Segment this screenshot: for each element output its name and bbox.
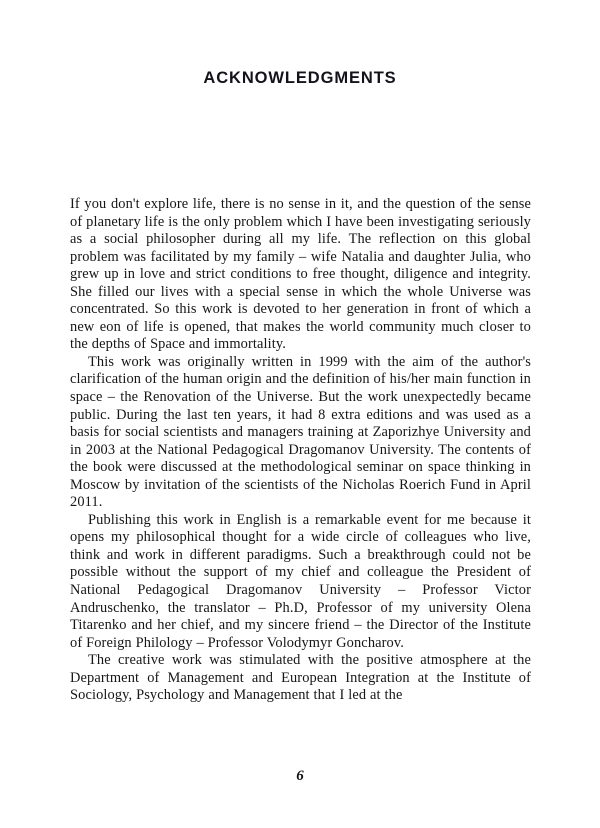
paragraph: This work was originally written in 1999 with the aim of the author's clarification of the human origin and the definition of his/her main function in space – the Renovation of the Universe. But the work unexpectedly became public. During the last ten years, it had 8 extra editions and was used as a basis for social scientists and managers training at Zaporizhye University and in 2003 at the National Pedagogical Dragomanov University. The contents of the book were discussed at the methodological seminar on space thinking in Moscow by invitation of the scientists of the Nicholas Roerich Fund in April 2011. [70,353,531,511]
paragraph: The creative work was stimulated with the positive atmosphere at the Department of Management and European Integration at the Institute of Sociology, Psychology and Management that I led at the [70,652,531,704]
page-title: ACKNOWLEDGMENTS [203,69,397,88]
page-number: 6 [296,768,304,784]
paragraph: Publishing this work in English is a remarkable event for me because it opens my philosophical thought for a wide circle of colleagues who live, think and work in different paradigms. Such a breakthrough could not be possible without the support of my chief and colleague the President of National Pedagogical Dragomanov University – Professor Victor Andruschenko, the translator – Ph.D, Professor of my university Olena Titarenko and her chief, and my sincere friend – the Director of the Institute of Foreign Philology – Professor Volodymyr Goncharov. [70,511,531,651]
body-text-block [70,196,531,705]
paragraph: If you don't explore life, there is no sense in it, and the question of the sense of planetary life is the only problem which I have been investigating seriously as a social philosopher during all my life. The reflection on this global problem was facilitated by my family – wife Natalia and daughter Julia, who grew up in love and strict conditions to free thought, diligence and integrity. She filled our lives with a special sense in which the whole Universe was concentrated. So this work is devoted to her generation in front of which a new eon of life is opened, that makes the world community much closer to the depths of Space and immortality. [70,196,531,353]
